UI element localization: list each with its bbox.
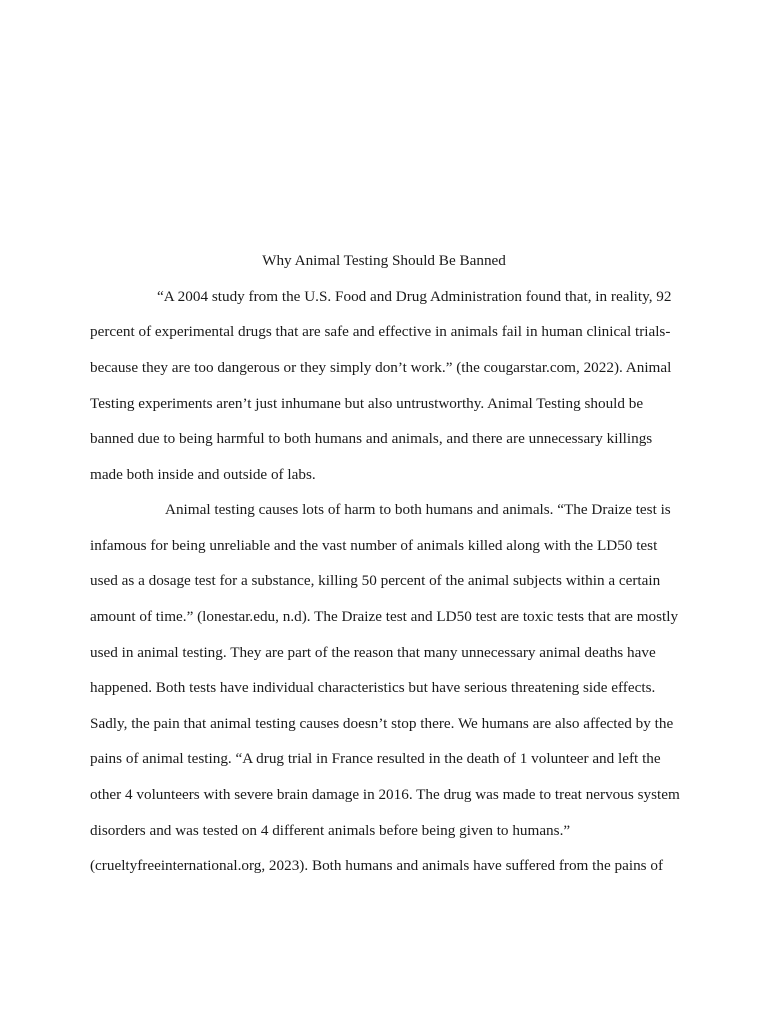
text-line: made both inside and outside of labs. [90, 466, 316, 483]
text-line: used as a dosage test for a substance, killing 50 percent of the animal subjects within a certain [90, 572, 661, 589]
text-line: banned due to being harmful to both humans and animals, and there are unnecessary killings [90, 430, 653, 447]
text-line: other 4 volunteers with severe brain damage in 2016. The drug was made to treat nervous system [90, 786, 680, 803]
text-line: Animal testing causes lots of harm to both humans and animals. “The Draize test is [165, 501, 671, 518]
text-line: pains of animal testing. “A drug trial in France resulted in the death of 1 volunteer and left the [90, 750, 661, 767]
text-line: Sadly, the pain that animal testing causes doesn’t stop there. We humans are also affected by the [90, 715, 674, 732]
text-line: Testing experiments aren’t just inhumane but also untrustworthy. Animal Testing should be [90, 395, 644, 412]
text-line: amount of time.” (lonestar.edu, n.d). The Draize test and LD50 test are toxic tests that are mostly [90, 608, 679, 625]
text-line: happened. Both tests have individual characteristics but have serious threatening side effects. [90, 679, 656, 696]
document-title: Why Animal Testing Should Be Banned [262, 252, 506, 269]
text-line: because they are too dangerous or they simply don’t work.” (the cougarstar.com, 2022). Animal [90, 359, 672, 376]
text-line: used in animal testing. They are part of the reason that many unnecessary animal deaths have [90, 644, 656, 661]
text-line: “A 2004 study from the U.S. Food and Drug Administration found that, in reality, 92 [157, 288, 672, 305]
text-line: (crueltyfreeinternational.org, 2023). Both humans and animals have suffered from the pains of [90, 857, 664, 874]
text-line: disorders and was tested on 4 different animals before being given to humans.” [90, 822, 571, 839]
text-line: infamous for being unreliable and the vast number of animals killed along with the LD50 test [90, 537, 658, 554]
text-line: percent of experimental drugs that are safe and effective in animals fail in human clinical trials- [90, 323, 671, 340]
